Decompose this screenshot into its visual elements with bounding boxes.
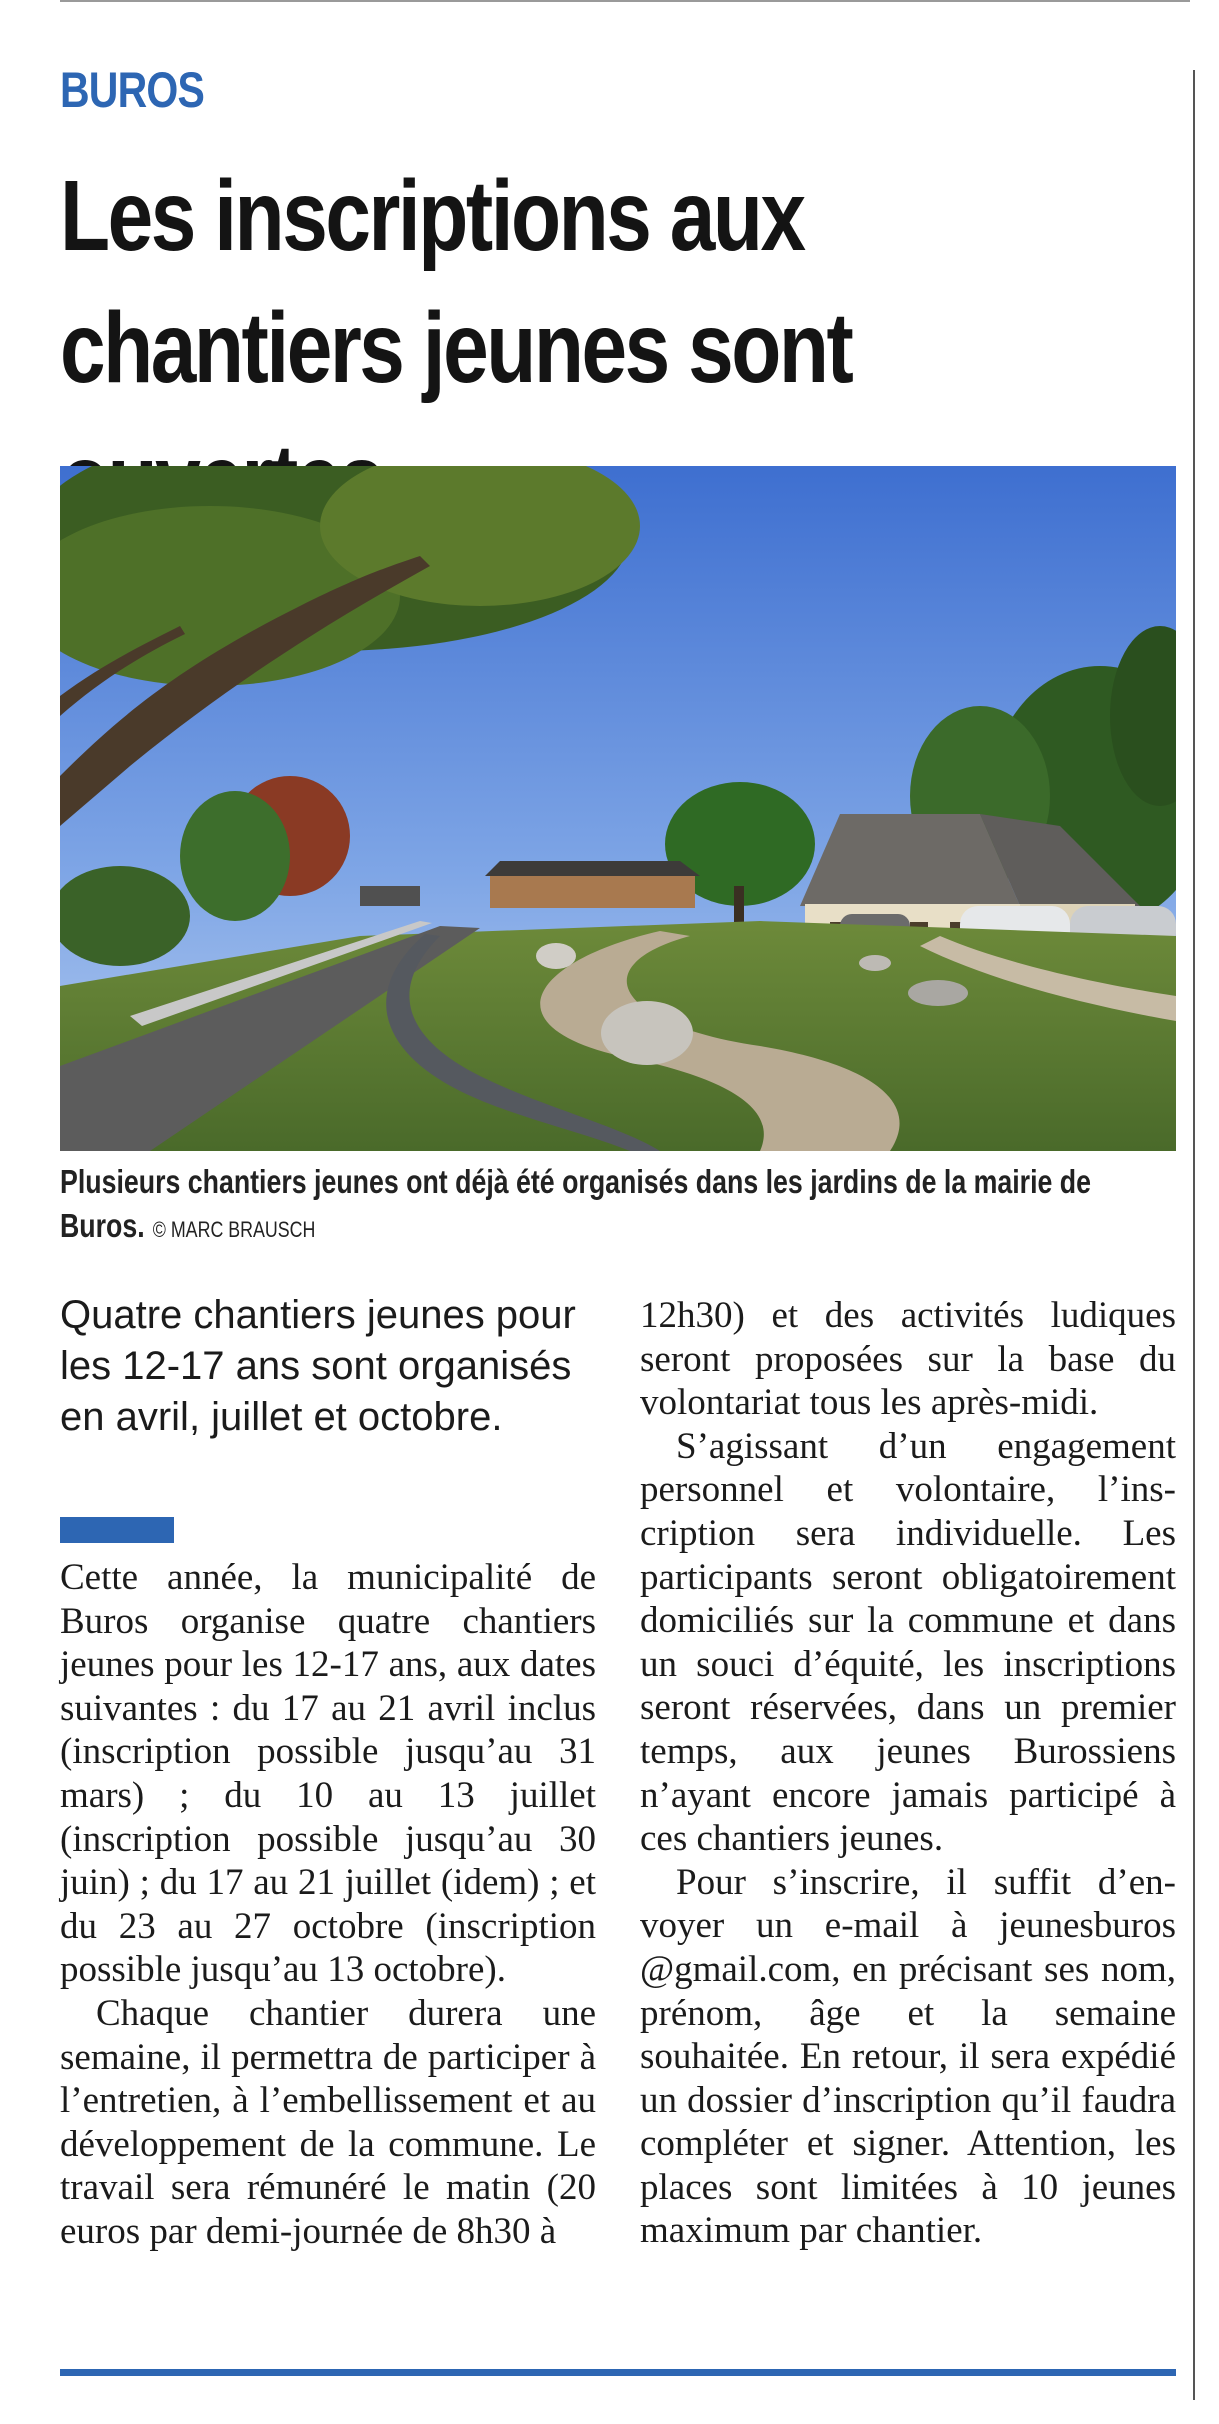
photo-caption — [60, 1160, 1162, 1252]
body-paragraph-continued: 12h30) et des activités ludiques seront proposées sur la base du volontariat tous les après-midi. — [640, 1295, 1176, 1424]
lead-accent-bar — [60, 1517, 174, 1543]
top-border-rule — [60, 0, 1190, 2]
article-photo — [60, 466, 1176, 1151]
body-paragraph: Chaque chantier durera une semaine, il permettra de participer à l’entretien, à l’embellissement et au développement de la commune. Le travail sera rémunéré le matin (20 euros par demi-journée de 8h30 à — [60, 1992, 596, 2252]
article-headline: Les inscriptions aux chantiers jeunes sont — [60, 160, 852, 404]
body-paragraph: Pour s’inscrire, il suffit d’envoyer un e-mail à jeunesburos @gmail.com, en précisant ses nom, prénom, âge et la semaine souhaitée. En retour, il sera expédié un dossier d’inscription qu’il faudra compléter et signer. Attention, les places sont limitées à 10 jeunes maximum par chantier. — [640, 1861, 1176, 2252]
right-column-rule — [1193, 70, 1195, 2400]
caption-text: Plusieurs chantiers jeunes ont déjà été organisés dans les jardins de la mairie de Buros. — [60, 1163, 1091, 1244]
body-column-right — [640, 1294, 1176, 2253]
article-lead: Quatre chantiers jeunes pour les 12-17 ans sont organisés en avril, juillet et octobre. — [60, 1293, 576, 1439]
location-kicker: BUROS — [60, 62, 204, 118]
body-column-left — [60, 1556, 596, 2254]
bottom-accent-rule — [60, 2369, 1176, 2376]
body-paragraph: Cette année, la municipalité de Buros organise quatre chantiers jeunes pour les 12-17 ans, aux dates suivantes : du 17 au 21 avril inclus (inscription possible jusqu’au 31 mars) ; du 10 au 13 juillet (inscription possible jusqu’au 30 juin) ; du 17 au 21 juillet (idem) ; et du 23 au 27 octobre (inscription possible jusqu’au 13 octobre). — [60, 1557, 596, 1991]
body-paragraph: S’agissant d’un engagement personnel et volontaire, l’inscription sera individuelle. Les participants seront obligatoirement domiciliés sur la commune et dans un souci d’équité, les inscriptions seront réservées, dans un premier temps, aux jeunes Burossiens n’ayant encore jamais participé à ces chantiers jeunes. — [640, 1425, 1176, 1860]
photo-credit: © MARC BRAUSCH — [152, 1217, 316, 1242]
